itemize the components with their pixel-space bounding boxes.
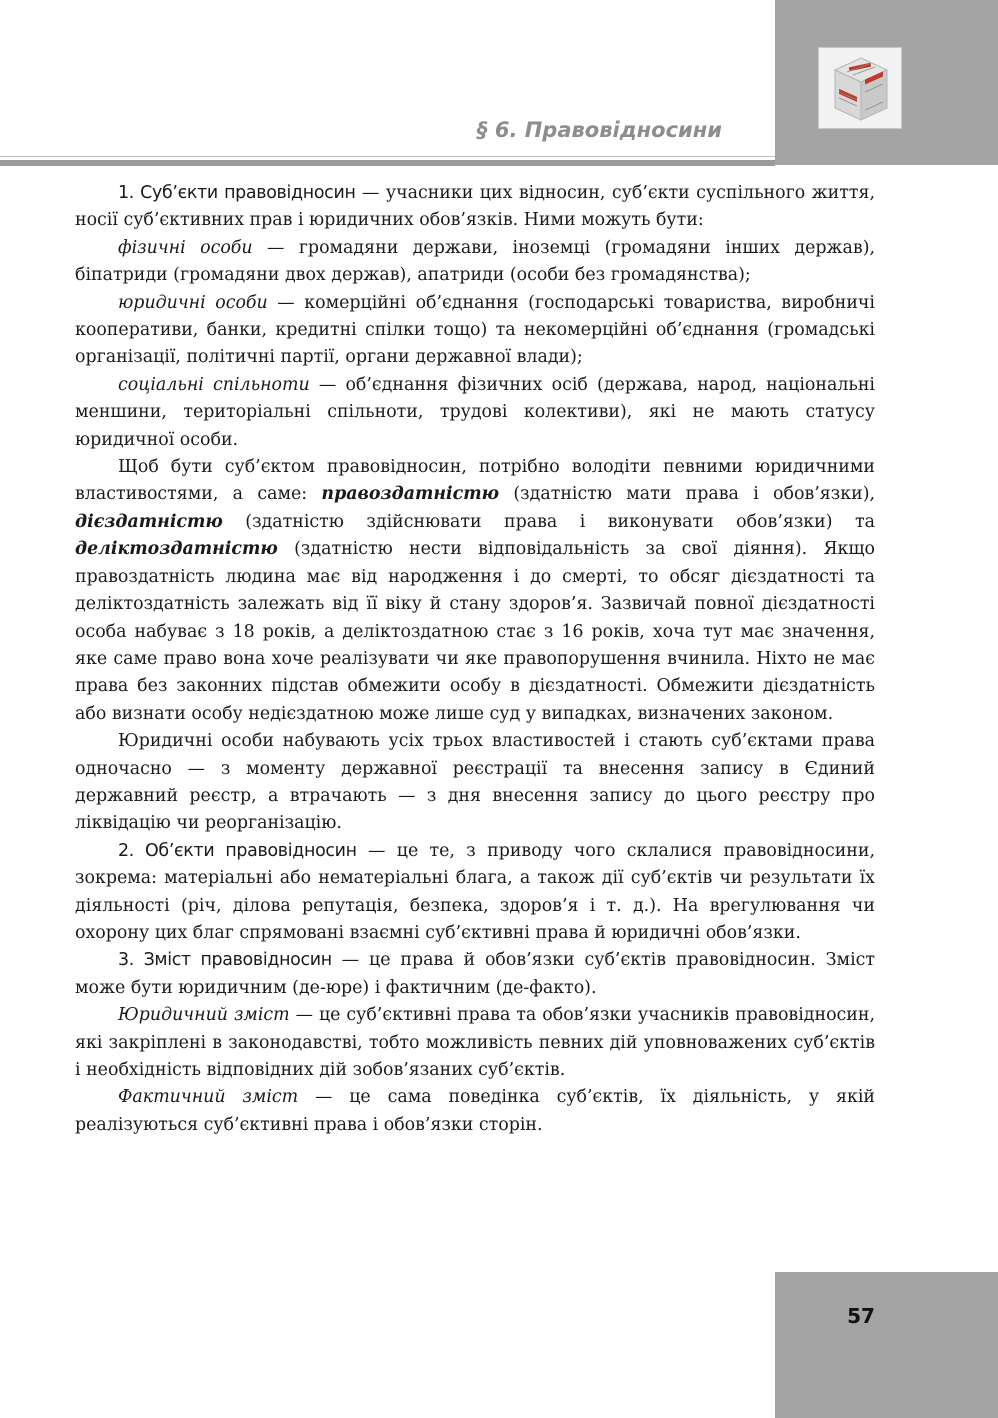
paragraph-capacities: Щоб бути суб’єктом правовідносин, потрібно володіти певними юридичними властивостями, а саме: правоздатністю (здатністю мати права і обов’язки), дієздатністю (здатністю здійснювати права і виконувати обов’язки) та деліктоздатністю (здатністю нести відповідальність за свої діяння). Якщо правоздатність людина має від народження і до смерті, то обсяг дієздатності та деліктоздатність залежать від її віку й стану здоров’я. Зазвичай повної дієздатності особа набуває з 18 років, а деліктоздатною стає з 16 років, хоча тут має значення, яке саме право вона хоче реалізувати чи яке правопорушення вчинила. Ніхто не має права без законних підстав обмежити особу в дієздатності. Обмежити дієздатність або визнати особу недієздатною може лише суд у випадках, визначених законом.: [75, 457, 876, 724]
paragraph-legal-persons: юридичні особи — комерційні об’єднання (господарські товариства, виробничі кооперативи, банки, кредитні спілки тощо) та некомерційні об’єднання (громадські організації, політичні партії, органи державної влади);: [75, 292, 875, 368]
footer-side-block: [775, 1272, 998, 1418]
section-heading-content: 3. Зміст правовідносин: [118, 950, 332, 971]
term-physical-persons: фізичні особи: [118, 237, 253, 258]
page-header-title: § 6. Правовідносини: [477, 118, 722, 142]
term-legal-persons: юридичні особи: [118, 292, 268, 313]
page-number: 57: [847, 1304, 875, 1328]
paragraph-social-communities: соціальні спільноти — об’єднання фізичних осіб (держава, народ, національні меншини, територіальні спільноти, трудові колективи), які не мають статусу юридичної особи.: [75, 374, 875, 450]
law-cube-icon: [818, 47, 902, 129]
paragraph-legal-entities: Юридичні особи набувають усіх трьох властивостей і стають суб’єктами права одночасно — з моменту державної реєстрації та внесення запису в Єдиний державний реєстр, а втрачають — з дня внесення запису до цього реєстру про ліквідацію чи реорганізацію.: [75, 731, 875, 834]
header-divider-thin: [0, 156, 775, 157]
paragraph-subjects: 1. Суб’єкти правовідносин — учасники цих відносин, суб’єкти суспільного життя, носії суб’єктивних прав і юридичних обов’язків. Ними можуть бути:: [75, 183, 875, 231]
term-legal-capacity: правоздатністю: [321, 484, 500, 505]
paragraph-objects: 2. Об’єкти правовідносин — це те, з приводу чого склалися правовідносини, зокрема: матеріальні або нематеріальні блага, а також дії суб’єктів чи результати їх діяльності (річ, ділова репутація, безпека, здоров’я і т. д.). На врегулювання чи охорону цих благ спрямовані взаємні суб’єктивні права й юридичні обов’язки.: [75, 840, 875, 943]
header-divider: [0, 160, 775, 166]
paragraph-factual-content: Фактичний зміст — це сама поведінка суб’єктів, їх діяльність, у якій реалізуються суб’єктивні права і обов’язки сторін.: [75, 1087, 875, 1135]
paragraph-juridical-content: Юридичний зміст — це суб’єктивні права та обов’язки учасників правовідносин, які закріплені в законодавстві, тобто можливість певних дій уповноважених суб’єктів і необхідність відповідних дій зобов’язаних суб’єктів.: [75, 1005, 875, 1080]
section-heading-subjects: 1. Суб’єкти правовідносин: [118, 183, 356, 203]
term-delictual-capacity: деліктоздатністю: [75, 539, 278, 560]
section-heading-objects: 2. Об’єкти правовідносин: [118, 840, 357, 861]
paragraph-content: 3. Зміст правовідносин — це права й обов’язки суб’єктів правовідносин. Зміст може бути юридичним (де-юре) і фактичним (де-факто).: [75, 950, 875, 998]
term-juridical-content: Юридичний зміст: [118, 1005, 290, 1026]
main-text: [75, 180, 875, 1139]
paragraph-physical-persons: фізичні особи — громадяни держави, іноземці (громадяни інших держав), біпатриди (громадяни двох держав), апатриди (особи без громадянства);: [75, 237, 876, 286]
term-active-capacity: дієздатністю: [75, 511, 223, 532]
term-factual-content: Фактичний зміст: [118, 1087, 299, 1108]
term-social-communities: соціальні спільноти: [118, 374, 310, 395]
